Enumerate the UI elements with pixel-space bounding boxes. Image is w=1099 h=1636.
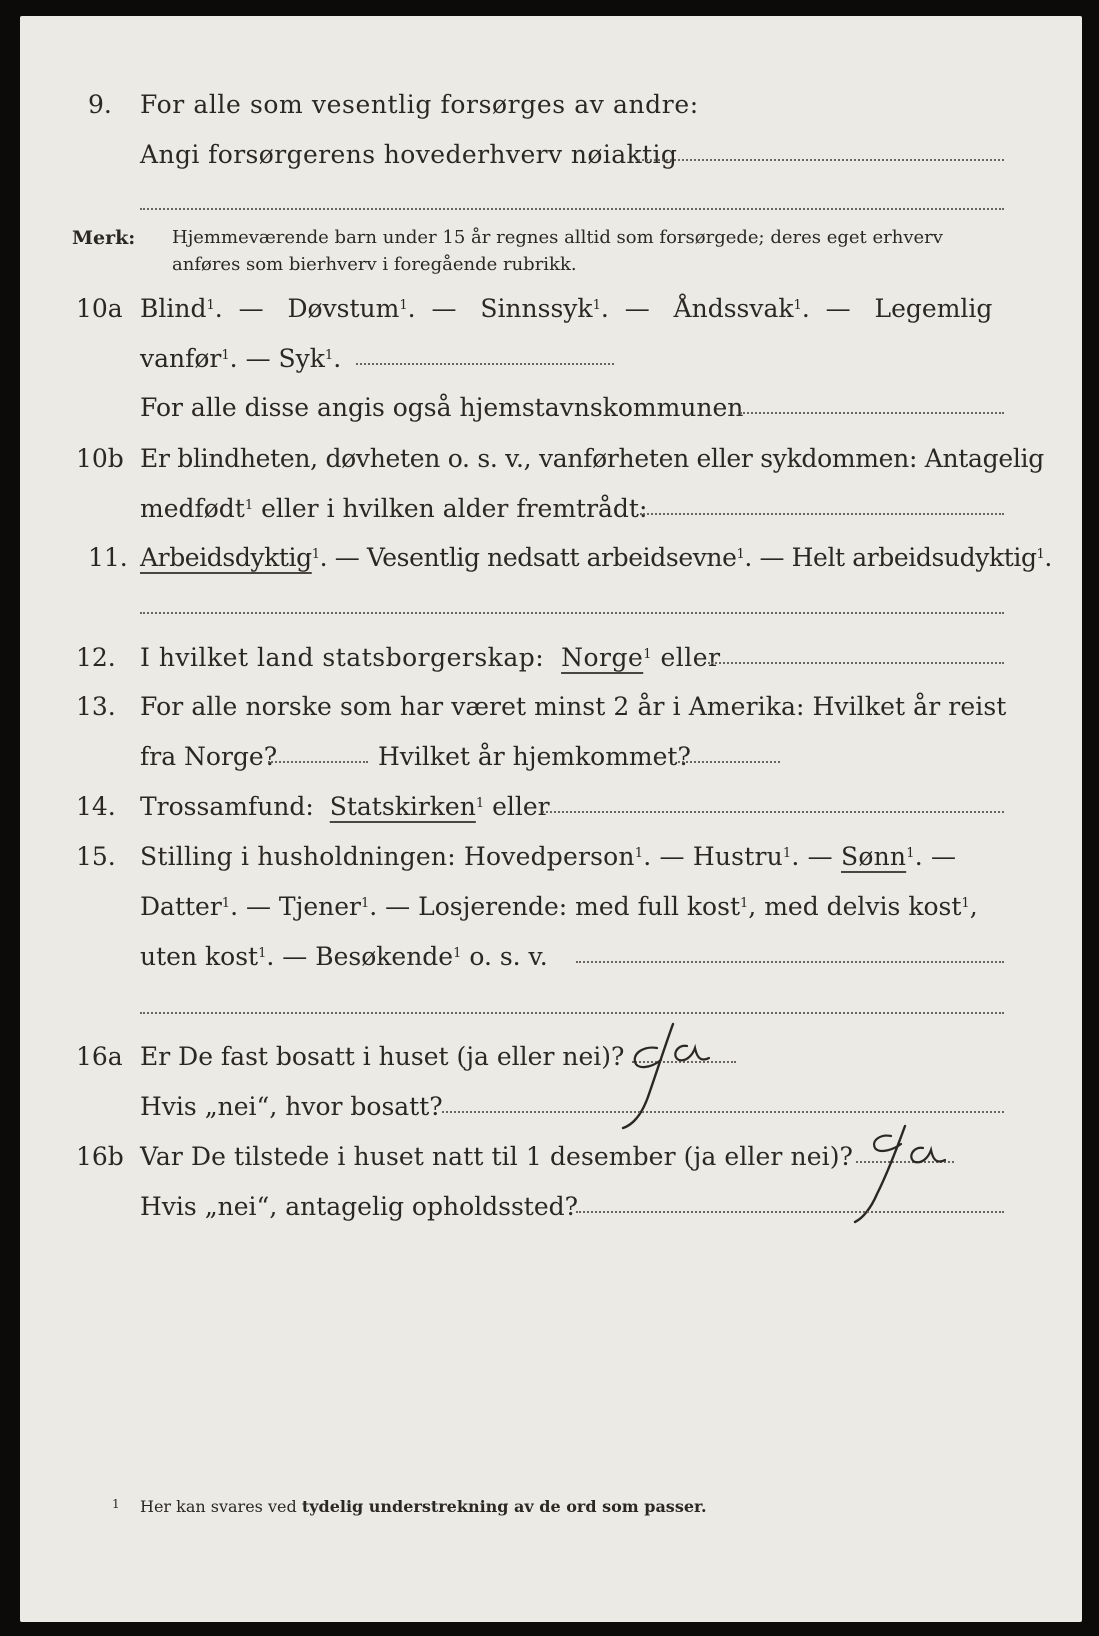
option-legemlig[interactable]: Legemlig <box>874 294 993 323</box>
q16b-line2: Hvis „nei“, antagelig opholdssted? <box>140 1192 579 1221</box>
q9-line1: For alle som vesentlig forsørges av andre: <box>140 90 699 119</box>
q14-line: Trossamfund: Statskirken$^1$ eller <box>140 792 550 821</box>
option-sonn[interactable]: Sønn <box>841 842 907 871</box>
q13-hjem: Hvilket år hjemkommet? <box>378 742 691 771</box>
option-nedsatt[interactable]: Vesentlig nedsatt arbeidsevne <box>366 543 737 572</box>
q10a-line3: For alle disse angis også hjemstavnskommunen <box>140 393 744 422</box>
option-delvis-kost[interactable]: med delvis kost <box>764 892 962 921</box>
q15-line2: Datter$^1$. — Tjener$^1$. — Losjerende: med full kost$^1$, med delvis kost$^1$, <box>140 892 978 921</box>
q13-hjemkommet-line[interactable] <box>678 761 780 763</box>
q9-answer-line-2[interactable] <box>140 208 1004 210</box>
q12-answer-line[interactable] <box>708 662 1004 664</box>
option-blind[interactable]: Blind <box>140 294 207 323</box>
q9-number: 9. <box>88 90 112 119</box>
q9-answer-line[interactable] <box>638 159 1004 161</box>
q10b-answer-line[interactable] <box>640 513 1004 515</box>
q16a-bosatt-line[interactable] <box>442 1111 1004 1113</box>
option-statskirken[interactable]: Statskirken <box>329 792 476 821</box>
q10a-line2: vanfør$^1$. — Syk$^1$. <box>140 344 342 373</box>
census-form-page <box>20 16 1082 1622</box>
option-sinnssyk[interactable]: Sinnssyk <box>480 294 593 323</box>
q16b-number: 16b <box>76 1142 124 1171</box>
option-syk[interactable]: Syk <box>278 344 325 373</box>
option-helt-udyktig[interactable]: Helt arbeidsudyktig <box>791 543 1037 572</box>
option-andssvak[interactable]: Åndssvak <box>673 294 794 323</box>
q10a-answer-line[interactable] <box>740 412 1004 414</box>
q10b-line2: medfødt$^1$ eller i hvilken alder fremtrådt: <box>140 494 648 523</box>
q11-line1: Arbeidsdyktig$^1$. — Vesentlig nedsatt arbeidsevne$^1$. — Helt arbeidsudyktig$^1$. <box>140 543 1052 572</box>
q14-number: 14. <box>76 792 116 821</box>
q13-number: 13. <box>76 692 116 721</box>
q10b-line1: Er blindheten, døvheten o. s. v., vanførheten eller sykdommen: Antagelig <box>140 444 1044 473</box>
q15-number: 15. <box>76 842 116 871</box>
q16b-line1: Var De tilstede i huset natt til 1 desember (ja eller nei)? <box>140 1142 854 1171</box>
footnote <box>112 1494 707 1517</box>
q15-answer-line[interactable] <box>576 961 1004 963</box>
footnote-bold: tydelig understrekning av de ord som passer. <box>301 1497 707 1516</box>
option-hustru[interactable]: Hustru <box>692 842 783 871</box>
option-medfodt[interactable]: medfødt <box>140 494 245 523</box>
q10a-syk-line[interactable] <box>356 363 614 365</box>
option-arbeidsdyktig[interactable]: Arbeidsdyktig <box>140 543 312 572</box>
q11-answer-line[interactable] <box>140 612 1004 614</box>
q16a-handwritten-answer <box>605 1016 715 1140</box>
option-norge[interactable]: Norge <box>561 643 644 672</box>
q11-number: 11. <box>88 543 128 572</box>
footnote-text: Her kan svares ved <box>139 1497 297 1516</box>
q16a-line2: Hvis „nei“, hvor bosatt? <box>140 1092 443 1121</box>
merk-line1: Hjemmeværende barn under 15 år regnes alltid som forsørgede; deres eget erhverv <box>172 227 943 248</box>
option-full-kost[interactable]: Losjerende: med full kost <box>418 892 740 921</box>
option-hovedperson[interactable]: Hovedperson <box>464 842 635 871</box>
q10b-number: 10b <box>76 444 124 473</box>
q16b-handwritten-answer <box>835 1118 955 1232</box>
q12-number: 12. <box>76 643 116 672</box>
q15-line3: uten kost$^1$. — Besøkende$^1$ o. s. v. <box>140 942 548 971</box>
q15-answer-line-2[interactable] <box>140 1012 1004 1014</box>
option-uten-kost[interactable]: uten kost <box>140 942 259 971</box>
q12-line: I hvilket land statsborgerskap: Norge$^1$ eller <box>140 643 721 672</box>
merk-label: Merk: <box>72 227 136 249</box>
merk-line2: anføres som bierhverv i foregående rubrikk. <box>172 254 577 275</box>
q16b-opholdssted-line[interactable] <box>576 1211 1004 1213</box>
q13-reist-line[interactable] <box>268 761 368 763</box>
handwritten-ja-1 <box>605 1016 715 1136</box>
option-dovstum[interactable]: Døvstum <box>287 294 400 323</box>
q15-line1: Stilling i husholdningen: Hovedperson$^1$. — Hustru$^1$. — Sønn$^1$. — <box>140 842 957 871</box>
option-datter[interactable]: Datter <box>140 892 222 921</box>
q9-line2: Angi forsørgerens hovederhverv nøiaktig <box>140 140 678 169</box>
q16a-line1: Er De fast bosatt i huset (ja eller nei)? <box>140 1042 625 1071</box>
option-vanfor[interactable]: vanfør <box>140 344 222 373</box>
q10a-number: 10a <box>76 294 123 323</box>
q16a-number: 16a <box>76 1042 123 1071</box>
option-besokende[interactable]: Besøkende <box>315 942 454 971</box>
q13-fra: fra Norge? <box>140 742 278 771</box>
footnote-mark: 1 <box>112 1497 120 1511</box>
q10a-line1: Blind$^1$. — Døvstum$^1$. — Sinnssyk$^1$. — Åndssvak$^1$. — Legemlig <box>140 294 993 323</box>
q14-answer-line[interactable] <box>542 811 1004 813</box>
q13-line1: For alle norske som har været minst 2 år i Amerika: Hvilket år reist <box>140 692 1007 721</box>
option-tjener[interactable]: Tjener <box>278 892 361 921</box>
